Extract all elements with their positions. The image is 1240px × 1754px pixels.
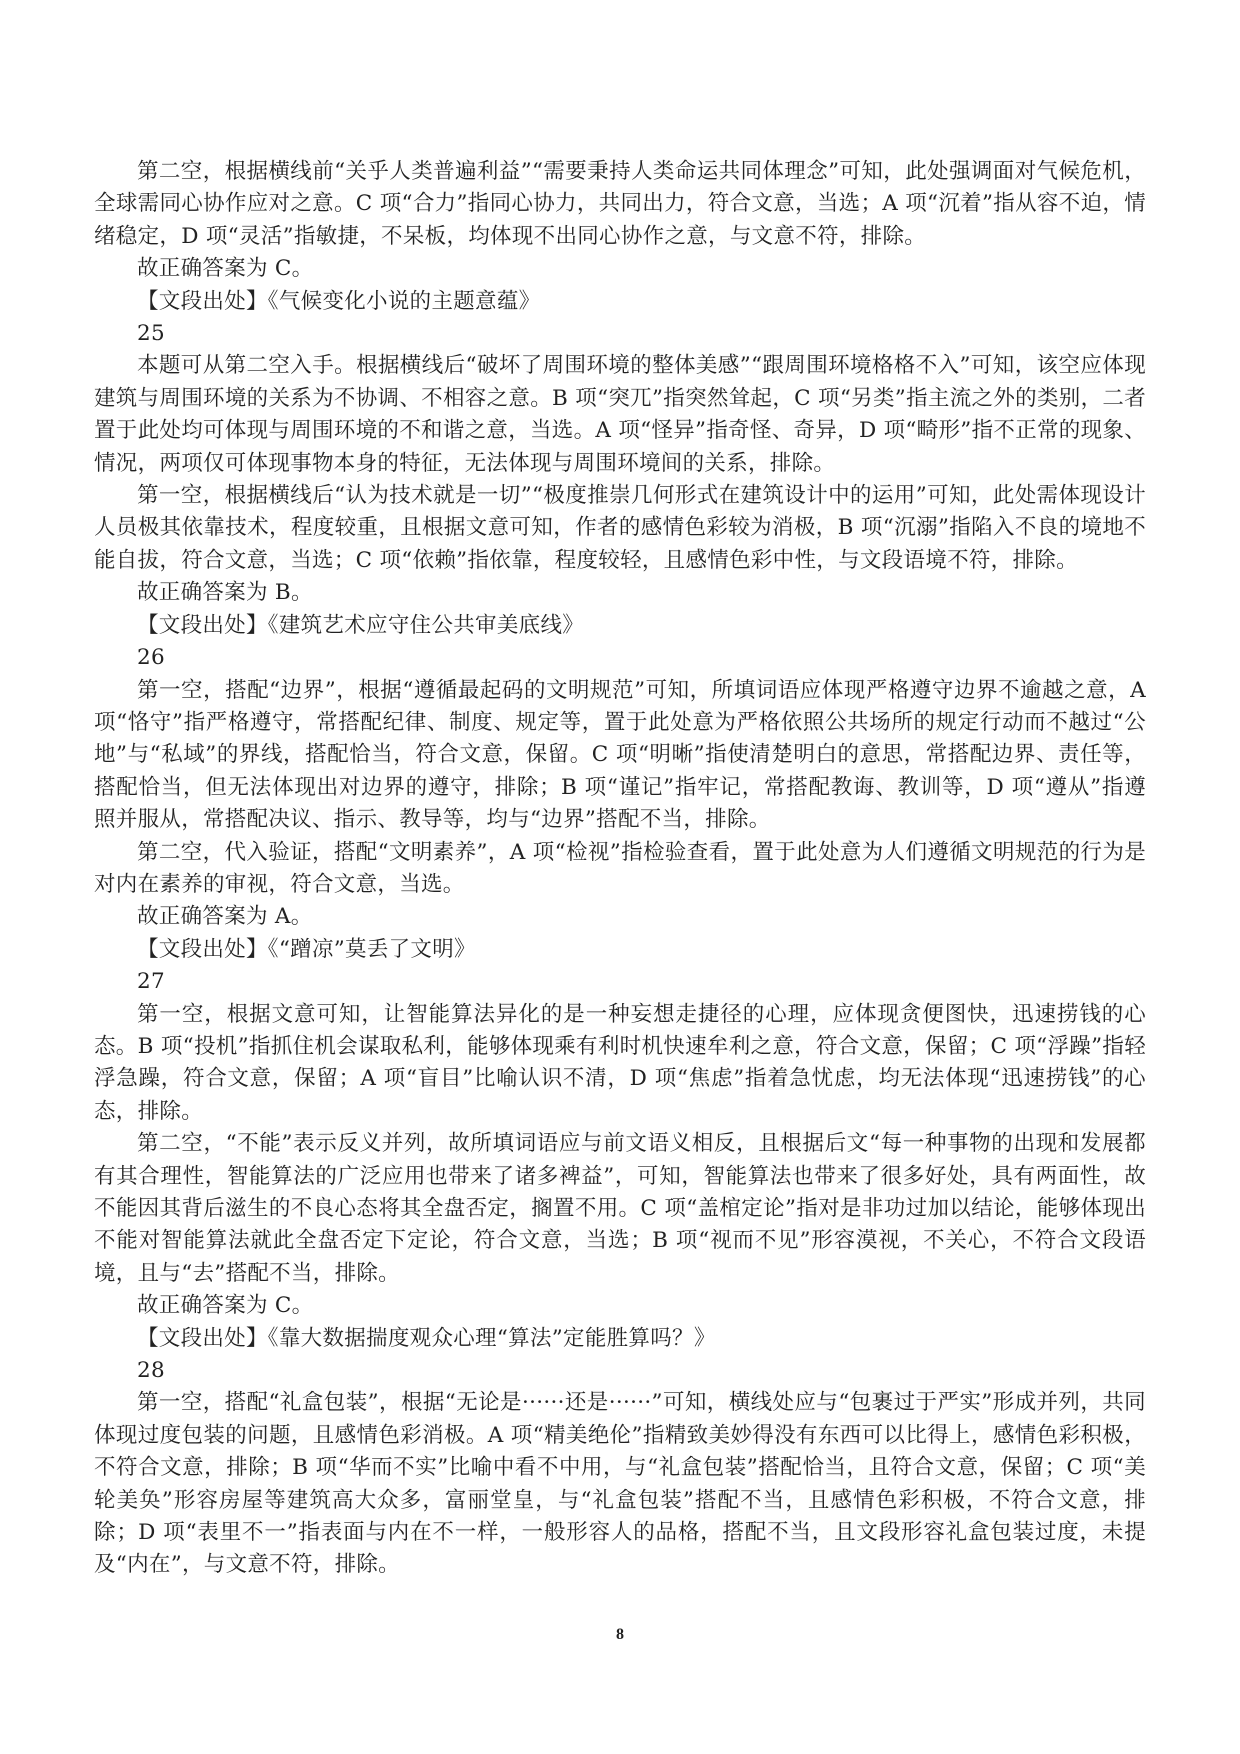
paragraph-explanation: 第二空，“不能”表示反义并列，故所填词语应与前文语义相反，且根据后文“每一种事物的出现和发展都有其合理性，智能算法的广泛应用也带来了诸多裨益”，可知，智能算法也带来了很多好处，具有两面性，故不能因其背后滋生的不良心态将其全盘否定，搁置不用。C 项“盖棺定论”指对是非功过加以结论，能够体现出不能对智能算法就此全盘否定下定论，符合文意，当选；B 项“视而不见”形容漠视，不关心，不符合文段语境，且与“去”搭配不当，排除。 [94,1131,1146,1286]
question-number: 28 [137,1358,165,1384]
answer-line: 故正确答案为 C。 [137,1293,314,1319]
question-number: 27 [137,969,165,995]
paragraph-explanation: 本题可从第二空入手。根据横线后“破坏了周围环境的整体美感”“跟周围环境格格不入”可知，该空应体现建筑与周围环境的关系为不协调、不相容之意。B 项“突兀”指突然耸起，C 项“另类”指主流之外的类别，二者置于此处均可体现与周围环境的不和谐之意，当选。A 项“怪异”指奇怪、奇异，D 项“畸形”指不正常的现象、情况，两项仅可体现事物本身的特征，无法体现与周围环境间的关系，排除。 [94,353,1147,476]
document-body [94,156,1146,1582]
paragraph-explanation: 第一空，搭配“礼盒包装”，根据“无论是······还是······”可知，横线处应与“包裹过于严实”形成并列，共同体现过度包装的问题，且感情色彩消极。A 项“精美绝伦”指精致美妙得没有东西可以比得上，感情色彩积极，不符合文意，排除；B 项“华而不实”比喻中看不中用，与“礼盒包装”搭配恰当，且符合文意，保留；C 项“美轮美奂”形容房屋等建筑高大众多，富丽堂皇，与“礼盒包装”搭配不当，且感情色彩积极，不符合文意，排除；D 项“表里不一”指表面与内在不一样，一般形容人的品格，搭配不当，且文段形容礼盒包装过度，未提及“内在”，与文意不符，排除。 [94,1390,1146,1578]
page-number: 8 [616,1626,624,1643]
paragraph-explanation: 第二空，根据横线前“关乎人类普遍利益”“需要秉持人类命运共同体理念”可知，此处强调面对气候危机，全球需同心协作应对之意。C 项“合力”指同心协力，共同出力，符合文意，当选；A 项“沉着”指从容不迫，情绪稳定，D 项“灵活”指敏捷，不呆板，均体现不出同心协作之意，与文意不符，排除。 [94,159,1146,249]
source-line: 【文段出处】《气候变化小说的主题意蕴》 [137,288,541,314]
paragraph-explanation: 第一空，搭配“边界”，根据“遵循最起码的文明规范”可知，所填词语应体现严格遵守边界不逾越之意，A 项“恪守”指严格遵守，常搭配纪律、制度、规定等，置于此处意为严格依照公共场所的规定行动而不越过“公地”与“私域”的界线，搭配恰当，符合文意，保留。C 项“明晰”指使清楚明白的意思，常搭配边界、责任等，搭配恰当，但无法体现出对边界的遵守，排除；B 项“谨记”指牢记，常搭配教诲、教训等，D 项“遵从”指遵照并服从，常搭配决议、指示、教导等，均与“边界”搭配不当，排除。 [94,677,1146,833]
answer-line: 故正确答案为 B。 [137,580,313,606]
paragraph-explanation: 第一空，根据文意可知，让智能算法异化的是一种妄想走捷径的心理，应体现贪便图快，迅速捞钱的心态。B 项“投机”指抓住机会谋取私利，能够体现乘有利时机快速牟利之意，符合文意，保留；C 项“浮躁”指轻浮急躁，符合文意，保留；A 项“盲目”比喻认识不清，D 项“焦虑”指着急忧虑，均无法体现“迅速捞钱”的心态，排除。 [94,1001,1146,1124]
answer-line: 故正确答案为 A。 [137,904,313,930]
answer-line: 故正确答案为 C。 [137,256,314,282]
source-line: 【文段出处】《“蹭凉”莫丢了文明》 [137,936,476,962]
question-number: 25 [137,321,165,347]
question-number: 26 [137,645,165,671]
source-line: 【文段出处】《建筑艺术应守住公共审美底线》 [137,612,585,638]
paragraph-explanation: 第一空，根据横线后“认为技术就是一切”“极度推崇几何形式在建筑设计中的运用”可知，此处需体现设计人员极其依靠技术，程度较重，且根据文意可知，作者的感情色彩较为消极，B 项“沉溺”指陷入不良的境地不能自拔，符合文意，当选；C 项“依赖”指依靠，程度较轻，且感情色彩中性，与文段语境不符，排除。 [94,483,1146,573]
source-line: 【文段出处】《靠大数据揣度观众心理“算法”定能胜算吗？》 [137,1325,716,1351]
paragraph-explanation: 第二空，代入验证，搭配“文明素养”，A 项“检视”指检验查看，置于此处意为人们遵循文明规范的行为是对内在素养的审视，符合文意，当选。 [94,839,1146,897]
